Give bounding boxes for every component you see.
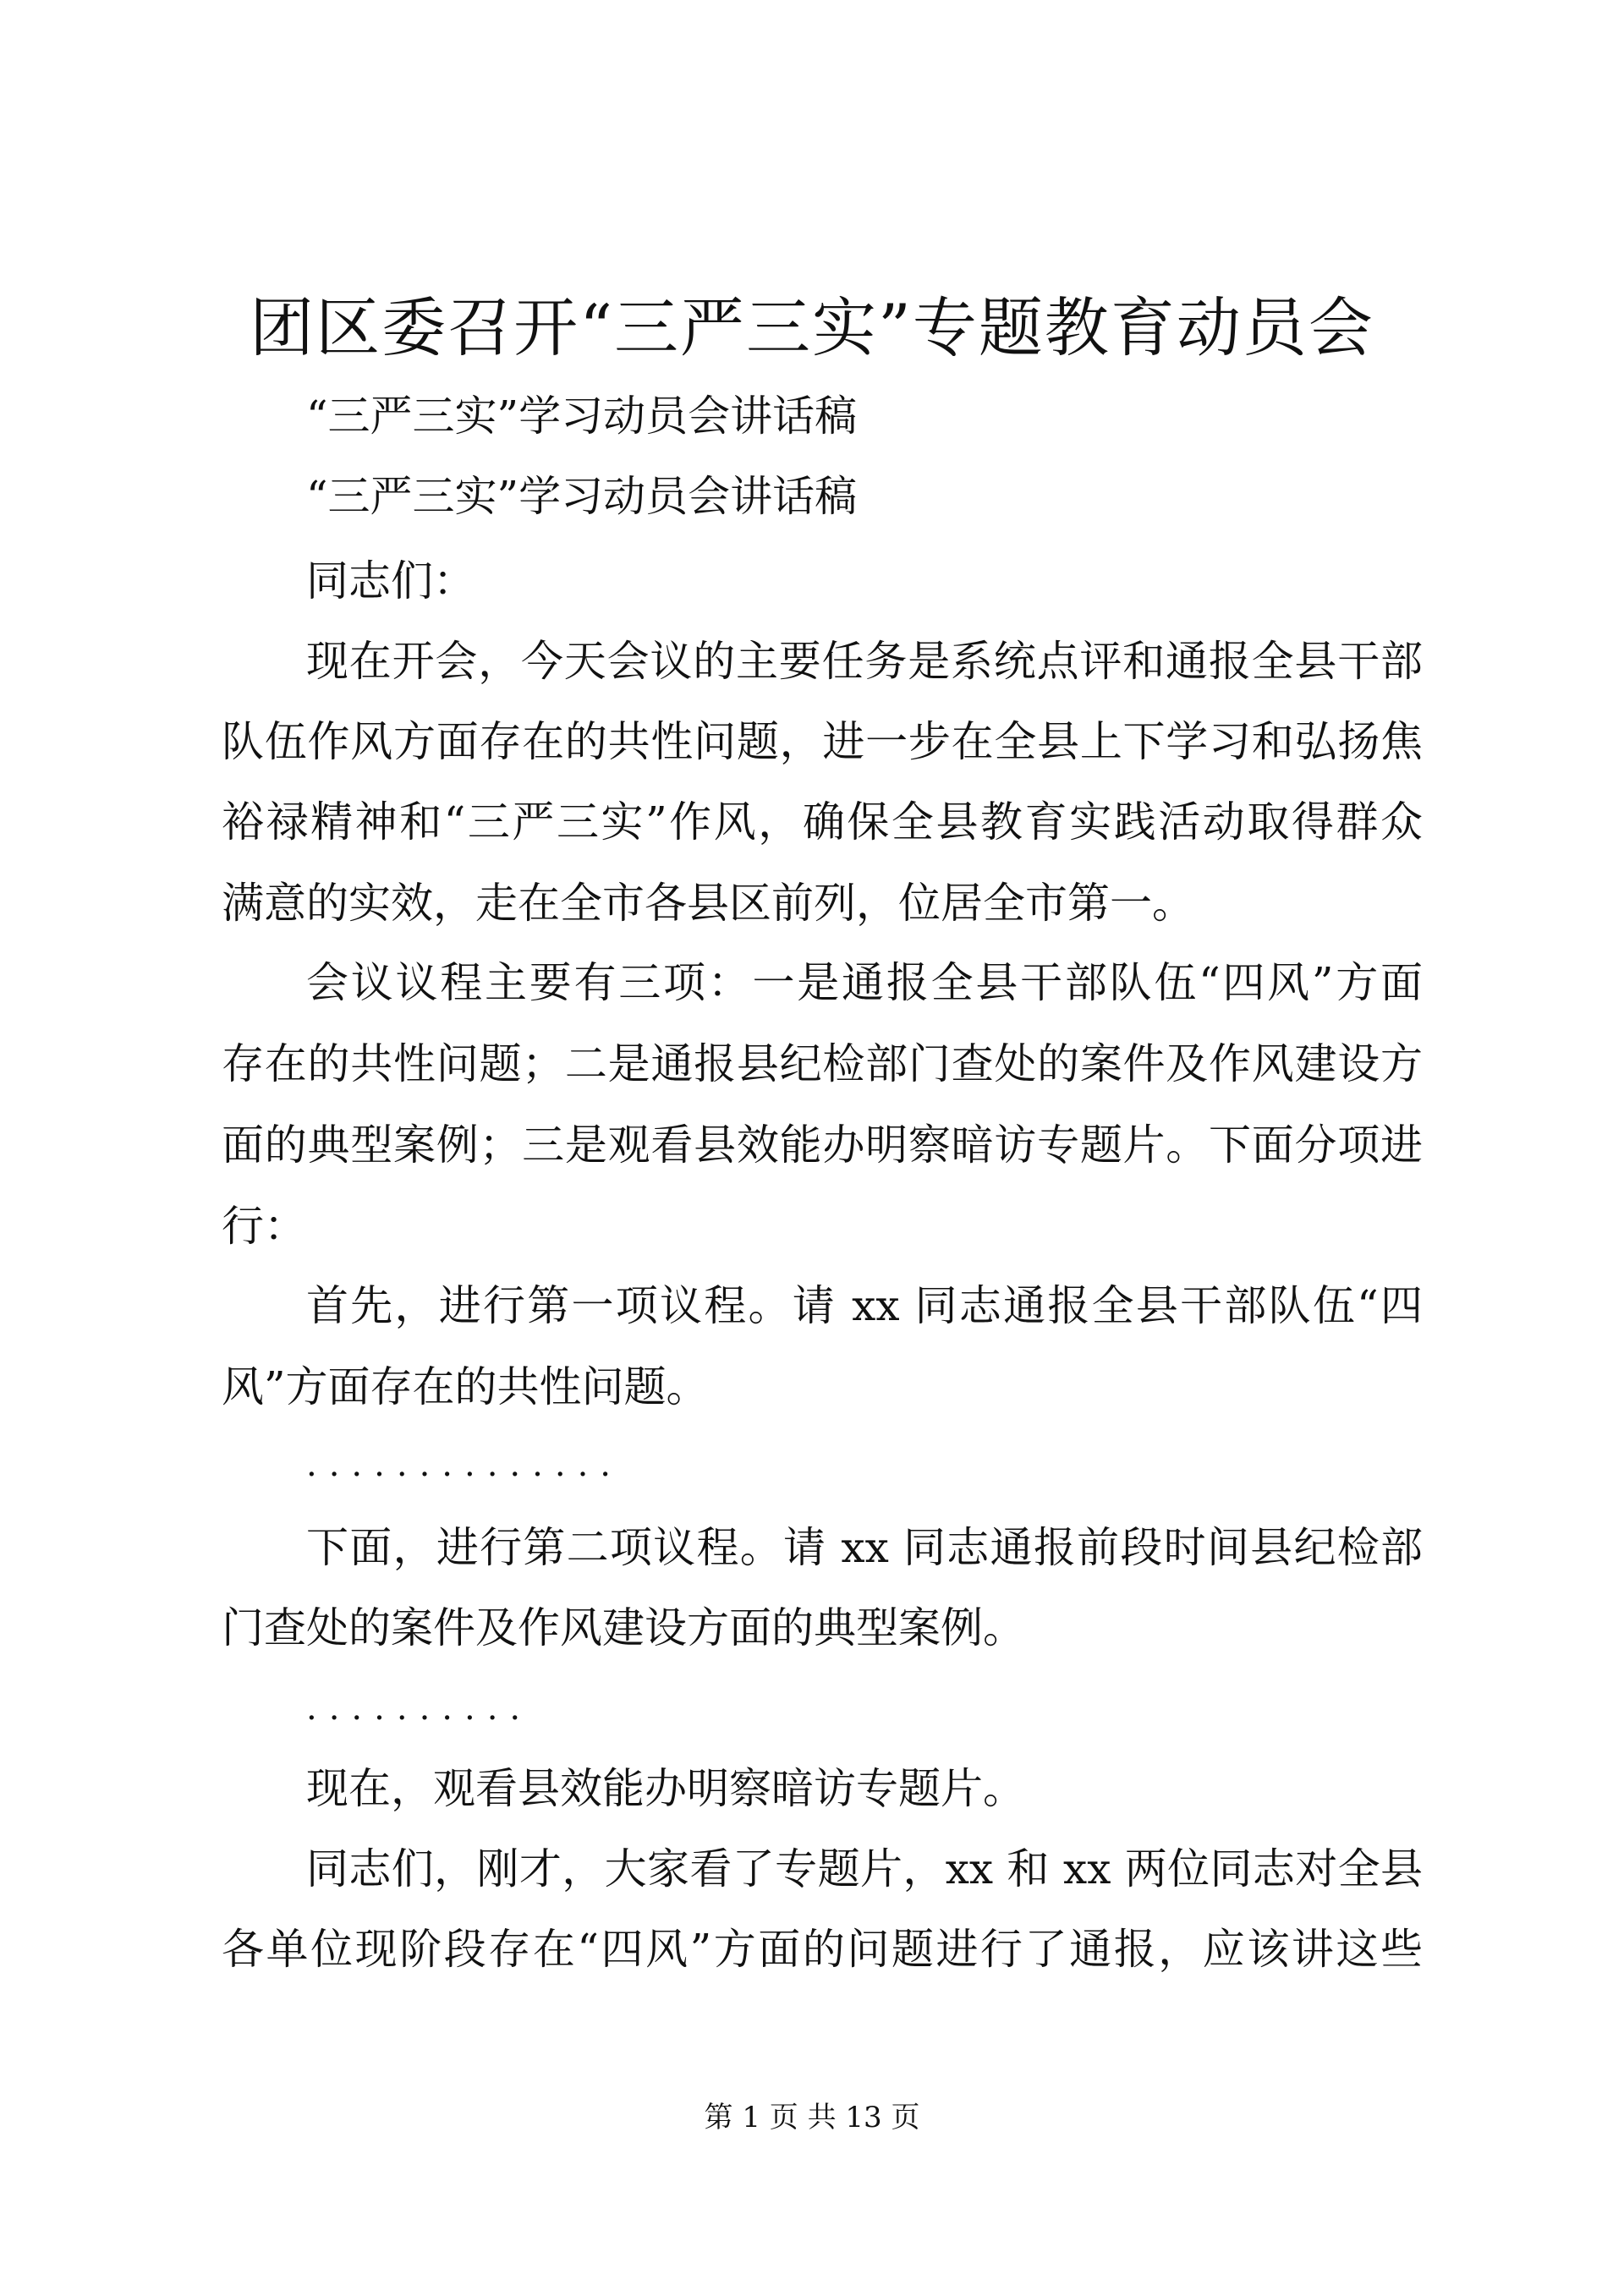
paragraph-4-line-2: 门查处的案件及作风建设方面的典型案例。 [222,1603,1025,1652]
paragraph-1-line-4: 满意的实效，走在全市各县区前列，位居全市第一。 [222,879,1194,928]
paragraph-6-line-2: 各单位现阶段存在“四风”方面的问题进行了通报，应该讲这些 [222,1925,1423,1974]
ellipsis-1: .............. [306,1445,623,1484]
paragraph-2-line-4: 行： [222,1202,306,1251]
ellipsis-2: .......... [306,1689,533,1728]
paragraph-3-line-1: 首先，进行第一项议程。请 xx 同志通报全县干部队伍“四 [306,1281,1423,1330]
paragraph-2-line-3: 面的典型案例；三是观看县效能办明察暗访专题片。下面分项进 [222,1121,1423,1170]
paragraph-4-line-1: 下面，进行第二项议程。请 xx 同志通报前段时间县纪检部 [306,1523,1423,1572]
salutation: 同志们： [306,556,475,606]
paragraph-3-line-2: 风”方面存在的共性问题。 [222,1362,709,1411]
paragraph-1-line-1: 现在开会，今天会议的主要任务是系统点评和通报全县干部 [306,637,1423,686]
paragraph-5-line-1: 现在，观看县效能办明察暗访专题片。 [306,1764,1025,1813]
page-number-footer: 第 1 页 共 13 页 [704,2101,920,2134]
document-title: 团区委召开“三严三实”专题教育动员会 [250,290,1374,365]
paragraph-6-line-1: 同志们，刚才，大家看了专题片，xx 和 xx 两位同志对全县 [306,1844,1423,1893]
paragraph-2-line-2: 存在的共性问题；二是通报县纪检部门查处的案件及作风建设方 [222,1039,1423,1088]
paragraph-1-line-3: 裕禄精神和“三严三实”作风，确保全县教育实践活动取得群众 [222,797,1423,847]
subtitle-line-2: “三严三实”学习动员会讲话稿 [306,472,858,521]
paragraph-1-line-2: 队伍作风方面存在的共性问题，进一步在全县上下学习和弘扬焦 [222,717,1423,766]
paragraph-2-line-1: 会议议程主要有三项：一是通报全县干部队伍“四风”方面 [306,958,1423,1007]
subtitle-line-1: “三严三实”学习动员会讲话稿 [306,392,858,441]
